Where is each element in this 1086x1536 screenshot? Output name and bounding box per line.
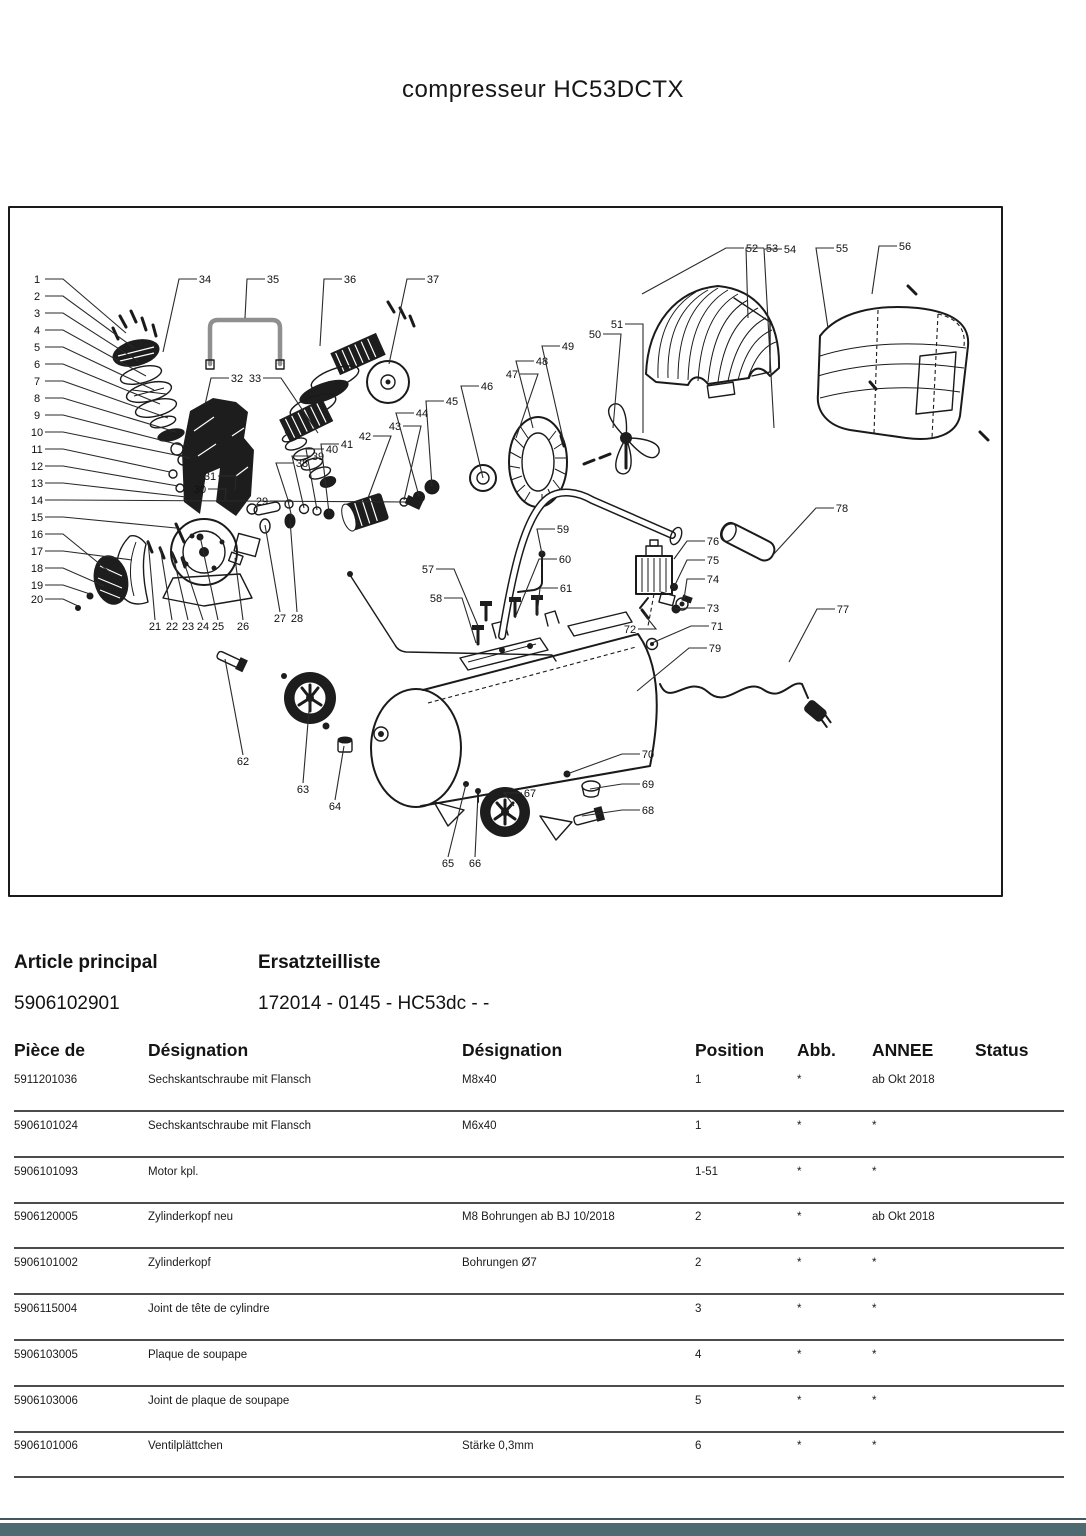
table-cell: 5906120005 bbox=[14, 1211, 78, 1224]
leader-line bbox=[163, 279, 197, 352]
leader-line bbox=[45, 449, 170, 472]
table-cell: 2 bbox=[695, 1211, 702, 1224]
table-cell: * bbox=[872, 1257, 877, 1270]
table-cell: 1 bbox=[695, 1074, 702, 1086]
table-cell: Ventilplättchen bbox=[148, 1440, 223, 1453]
part-number-label: 54 bbox=[783, 244, 797, 256]
part-number-label: 18 bbox=[30, 563, 44, 575]
table-cell: * bbox=[797, 1165, 802, 1178]
table-cell: * bbox=[872, 1348, 877, 1361]
leader-line bbox=[368, 436, 391, 498]
leader-line bbox=[182, 556, 203, 620]
table-cell: M8 Bohrungen ab BJ 10/2018 bbox=[462, 1211, 615, 1224]
part-number-label: 10 bbox=[30, 427, 44, 439]
part-number-label: 50 bbox=[588, 329, 602, 341]
leader-line bbox=[448, 784, 466, 857]
leader-line bbox=[245, 279, 265, 318]
column-header: Pièce de bbox=[14, 1040, 86, 1060]
part-number-label: 77 bbox=[836, 604, 850, 616]
table-cell: Sechskantschraube mit Flansch bbox=[148, 1119, 311, 1132]
table-cell: 2 bbox=[695, 1257, 702, 1270]
part-number-label: 76 bbox=[706, 536, 720, 548]
part-number-label: 29 bbox=[255, 496, 269, 508]
table-row bbox=[14, 1070, 1064, 1112]
part-number-label: 32 bbox=[230, 373, 244, 385]
table-cell: Motor kpl. bbox=[148, 1165, 199, 1178]
part-number-label: 48 bbox=[535, 356, 549, 368]
table-row bbox=[14, 1299, 1064, 1341]
part-number-label: 12 bbox=[30, 461, 44, 473]
table-cell: Zylinderkopf bbox=[148, 1257, 211, 1270]
table-cell: 3 bbox=[695, 1303, 702, 1315]
article-principal-number: 5906102901 bbox=[14, 993, 120, 1014]
leader-line bbox=[603, 334, 621, 428]
part-number-label: 25 bbox=[211, 621, 225, 633]
leader-line bbox=[637, 648, 707, 691]
leader-line bbox=[625, 324, 643, 433]
part-number-label: 17 bbox=[30, 546, 44, 558]
leader-line bbox=[320, 279, 342, 346]
leader-line bbox=[816, 248, 834, 328]
table-cell: Zylinderkopf neu bbox=[148, 1211, 234, 1224]
exploded-diagram bbox=[8, 206, 1003, 897]
leader-line bbox=[542, 346, 564, 443]
part-number-label: 27 bbox=[273, 613, 287, 625]
part-number-label: 62 bbox=[236, 756, 250, 768]
part-number-label: 21 bbox=[148, 621, 162, 633]
table-cell: * bbox=[797, 1303, 802, 1315]
part-number-label: 38 bbox=[295, 458, 309, 470]
table-cell: 5906103006 bbox=[14, 1394, 78, 1407]
leader-line bbox=[872, 246, 897, 294]
part-number-label: 65 bbox=[441, 858, 455, 870]
part-number-label: 15 bbox=[30, 512, 44, 524]
table-cell: Sechskantschraube mit Flansch bbox=[148, 1074, 311, 1086]
column-header: Désignation bbox=[462, 1040, 563, 1060]
table-cell: * bbox=[872, 1303, 877, 1315]
leader-line bbox=[537, 529, 555, 554]
part-number-label: 31 bbox=[203, 471, 217, 483]
part-number-label: 60 bbox=[558, 554, 572, 566]
table-cell: M6x40 bbox=[462, 1119, 497, 1132]
part-number-label: 43 bbox=[388, 421, 402, 433]
part-number-label: 58 bbox=[429, 593, 443, 605]
part-number-label: 78 bbox=[835, 503, 849, 515]
column-header: Position bbox=[695, 1040, 765, 1060]
part-number-label: 13 bbox=[30, 478, 44, 490]
part-number-label: 56 bbox=[898, 241, 912, 253]
table-cell: * bbox=[797, 1394, 802, 1407]
part-number-label: 64 bbox=[328, 801, 342, 813]
leader-line bbox=[45, 279, 126, 333]
table-cell: 5906101006 bbox=[14, 1440, 78, 1453]
article-principal-label: Article principal bbox=[14, 952, 158, 973]
column-header: Désignation bbox=[148, 1040, 249, 1060]
table-cell: 6 bbox=[695, 1440, 702, 1453]
leader-line bbox=[403, 426, 421, 500]
table-cell: 5906103005 bbox=[14, 1348, 78, 1361]
leader-line bbox=[772, 508, 834, 556]
part-number-label: 14 bbox=[30, 495, 44, 507]
leader-line bbox=[45, 517, 176, 528]
air-filter-lower bbox=[76, 552, 133, 610]
table-cell: 5906115004 bbox=[14, 1303, 78, 1315]
table-row bbox=[14, 1391, 1064, 1433]
part-number-label: 40 bbox=[325, 444, 339, 456]
part-number-label: 8 bbox=[33, 393, 41, 405]
outlet-pipe bbox=[718, 520, 778, 564]
part-number-label: 59 bbox=[556, 524, 570, 536]
part-number-label: 35 bbox=[266, 274, 280, 286]
table-cell: * bbox=[797, 1257, 802, 1270]
table-cell: ab Okt 2018 bbox=[872, 1211, 935, 1224]
table-row bbox=[14, 1162, 1064, 1204]
part-number-label: 75 bbox=[706, 555, 720, 567]
leader-line bbox=[567, 754, 640, 774]
part-number-label: 36 bbox=[343, 274, 357, 286]
leader-line bbox=[290, 520, 297, 612]
column-header: ANNEE bbox=[872, 1040, 934, 1060]
leader-line bbox=[675, 608, 705, 609]
tank-top-fittings bbox=[347, 551, 632, 671]
part-number-label: 28 bbox=[290, 613, 304, 625]
leader-line bbox=[45, 585, 90, 594]
part-number-label: 1 bbox=[33, 274, 41, 286]
part-number-label: 57 bbox=[421, 564, 435, 576]
part-number-label: 5 bbox=[33, 342, 41, 354]
part-number-label: 53 bbox=[765, 243, 779, 255]
part-number-label: 72 bbox=[623, 624, 637, 636]
leader-line bbox=[265, 525, 280, 612]
part-number-label: 39 bbox=[311, 451, 325, 463]
leader-line bbox=[590, 784, 640, 789]
leader-line bbox=[276, 463, 294, 503]
footer-accent-bar bbox=[0, 1523, 1086, 1536]
power-cord bbox=[660, 684, 834, 729]
part-number-label: 7 bbox=[33, 376, 41, 388]
part-number-label: 3 bbox=[33, 308, 41, 320]
table-cell: 1-51 bbox=[695, 1165, 719, 1178]
piston-conrod bbox=[247, 465, 496, 533]
table-row bbox=[14, 1253, 1064, 1295]
flywheel bbox=[367, 361, 409, 403]
table-cell: 1 bbox=[695, 1119, 702, 1132]
part-number-label: 68 bbox=[641, 805, 655, 817]
fan bbox=[584, 404, 660, 476]
part-number-label: 23 bbox=[181, 621, 195, 633]
part-number-label: 19 bbox=[30, 580, 44, 592]
exploded-diagram-svg bbox=[8, 206, 1003, 897]
part-number-label: 24 bbox=[196, 621, 210, 633]
crankcase bbox=[182, 398, 254, 516]
leader-line bbox=[674, 560, 705, 587]
part-number-label: 51 bbox=[610, 319, 624, 331]
table-cell: 5 bbox=[695, 1394, 702, 1407]
part-number-label: 37 bbox=[426, 274, 440, 286]
part-number-label: 2 bbox=[33, 291, 41, 303]
part-number-label: 79 bbox=[708, 643, 722, 655]
part-number-label: 71 bbox=[710, 621, 724, 633]
table-cell: * bbox=[797, 1119, 802, 1132]
part-number-label: 66 bbox=[468, 858, 482, 870]
table-cell: * bbox=[797, 1211, 802, 1224]
part-number-label: 6 bbox=[33, 359, 41, 371]
table-cell: 5911201036 bbox=[14, 1074, 78, 1086]
leader-line bbox=[674, 541, 705, 559]
table-cell: * bbox=[872, 1394, 877, 1407]
part-number-label: 73 bbox=[706, 603, 720, 615]
part-number-label: 9 bbox=[33, 410, 41, 422]
leader-line bbox=[389, 279, 425, 364]
table-row bbox=[14, 1116, 1064, 1158]
leader-line bbox=[461, 386, 483, 478]
table-cell: * bbox=[797, 1348, 802, 1361]
part-number-label: 63 bbox=[296, 784, 310, 796]
table-cell: * bbox=[872, 1165, 877, 1178]
part-number-label: 61 bbox=[559, 583, 573, 595]
leader-line bbox=[426, 401, 444, 486]
table-cell: * bbox=[797, 1440, 802, 1453]
leader-line bbox=[652, 626, 709, 643]
leader-line bbox=[225, 659, 243, 755]
table-cell: * bbox=[797, 1074, 802, 1086]
table-cell: 5906101002 bbox=[14, 1257, 78, 1270]
table-row bbox=[14, 1345, 1064, 1387]
table-cell: M8x40 bbox=[462, 1074, 497, 1086]
leader-line bbox=[789, 609, 835, 662]
leader-line bbox=[45, 483, 186, 497]
table-cell: Joint de plaque de soupape bbox=[148, 1394, 290, 1407]
footer-accent-line bbox=[0, 1518, 1086, 1520]
part-number-label: 70 bbox=[641, 749, 655, 761]
leader-line bbox=[200, 536, 218, 620]
leader-line bbox=[45, 296, 134, 348]
page-title: compresseur HC53DCTX bbox=[401, 76, 685, 103]
part-number-label: 67 bbox=[523, 788, 537, 800]
table-cell: ab Okt 2018 bbox=[872, 1074, 935, 1086]
leader-line bbox=[444, 598, 476, 643]
part-number-label: 22 bbox=[165, 621, 179, 633]
leader-line bbox=[45, 599, 78, 606]
table-cell: Plaque de soupape bbox=[148, 1348, 248, 1361]
motor-cover bbox=[818, 286, 988, 440]
leader-line bbox=[582, 810, 640, 816]
part-number-label: 45 bbox=[445, 396, 459, 408]
part-number-label: 69 bbox=[641, 779, 655, 791]
table-row bbox=[14, 1207, 1064, 1249]
part-number-label: 30 bbox=[193, 484, 207, 496]
table-cell: 5906101024 bbox=[14, 1119, 78, 1132]
handle bbox=[206, 320, 284, 369]
part-number-label: 47 bbox=[505, 369, 519, 381]
table-cell: 5906101093 bbox=[14, 1165, 78, 1178]
part-number-label: 49 bbox=[561, 341, 575, 353]
leader-line bbox=[475, 794, 478, 857]
part-number-label: 46 bbox=[480, 381, 494, 393]
part-number-label: 20 bbox=[30, 594, 44, 606]
leader-line bbox=[235, 558, 243, 620]
part-number-label: 74 bbox=[706, 574, 720, 586]
part-number-label: 42 bbox=[358, 431, 372, 443]
column-header: Abb. bbox=[797, 1040, 836, 1060]
fan-guard bbox=[646, 286, 779, 398]
part-number-label: 41 bbox=[340, 439, 354, 451]
table-cell: * bbox=[872, 1119, 877, 1132]
leader-line bbox=[764, 249, 782, 428]
part-number-label: 33 bbox=[248, 373, 262, 385]
table-cell: Joint de tête de cylindre bbox=[148, 1303, 270, 1315]
ersatzteilliste-label: Ersatzteilliste bbox=[258, 952, 381, 973]
table-row bbox=[14, 1436, 1064, 1478]
leader-line bbox=[335, 746, 344, 800]
part-number-label: 26 bbox=[236, 621, 250, 633]
ersatzteilliste-number: 172014 - 0145 - HC53dc - - bbox=[258, 993, 490, 1014]
table-cell: Stärke 0,3mm bbox=[462, 1440, 534, 1453]
wheels bbox=[215, 648, 605, 837]
part-number-label: 34 bbox=[198, 274, 212, 286]
part-number-label: 4 bbox=[33, 325, 41, 337]
table-cell: 4 bbox=[695, 1348, 702, 1361]
part-number-label: 52 bbox=[745, 243, 759, 255]
table-cell: Bohrungen Ø7 bbox=[462, 1257, 537, 1270]
part-number-label: 11 bbox=[31, 444, 43, 456]
part-number-label: 16 bbox=[30, 529, 44, 541]
table-cell: * bbox=[872, 1440, 877, 1453]
part-number-label: 44 bbox=[415, 408, 429, 420]
column-header: Status bbox=[975, 1040, 1029, 1060]
part-number-label: 55 bbox=[835, 243, 849, 255]
